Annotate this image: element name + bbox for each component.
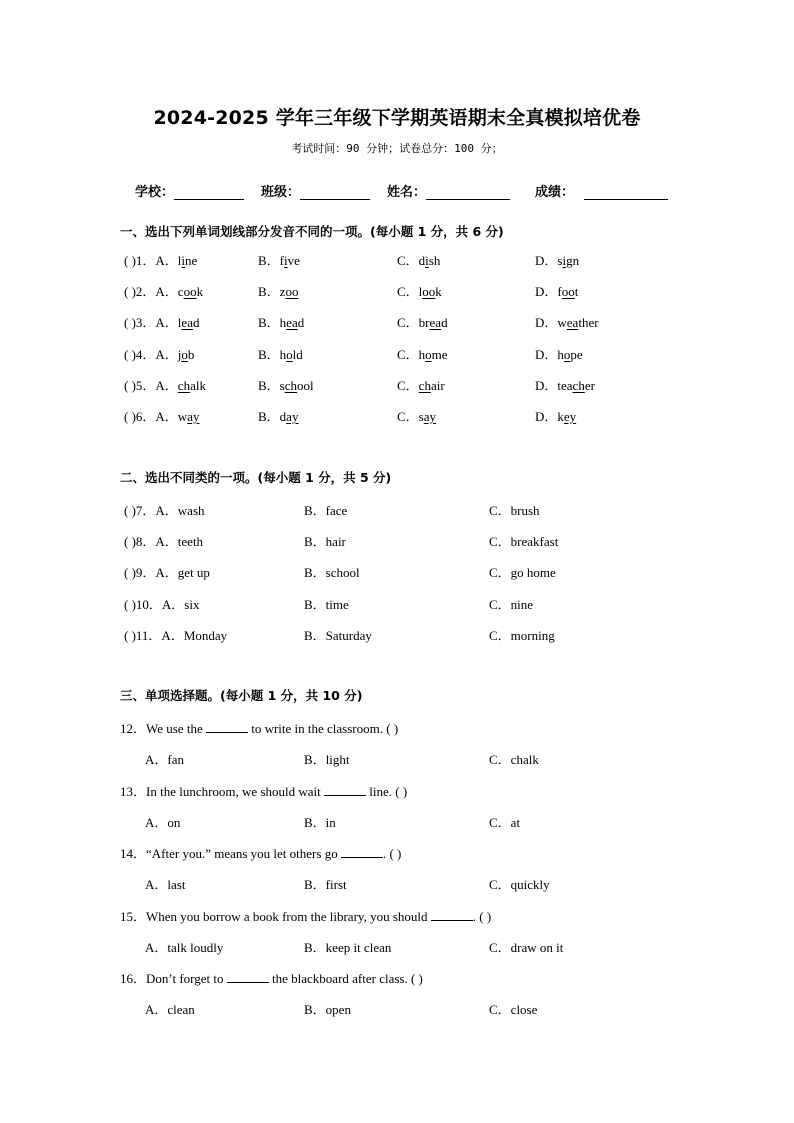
word-part: j: [177, 346, 182, 362]
option-label: C．: [489, 503, 511, 518]
question-number: ( )6．A．: [124, 409, 178, 424]
option-label: B．: [258, 284, 280, 300]
answer-blank[interactable]: [324, 783, 366, 796]
option-b[interactable]: [258, 344, 303, 363]
option-word: [419, 253, 441, 268]
option-word: teeth: [177, 534, 204, 550]
question-row: [124, 562, 684, 580]
option-c[interactable]: [489, 500, 540, 519]
option-label: D．: [535, 253, 558, 268]
option-c[interactable]: C．at: [489, 814, 521, 830]
school-label: 学校：: [135, 185, 175, 200]
question-text: line. ( ): [366, 783, 408, 799]
word-part: alk: [190, 377, 206, 393]
word-part: sh: [428, 253, 441, 268]
word-part: er: [584, 377, 595, 393]
option-b[interactable]: [304, 531, 346, 550]
question-stem: [120, 906, 491, 925]
option-word: [419, 378, 445, 393]
section3-heading: 三、单项选择题。(每小题 1 分，共 10 分): [120, 688, 363, 703]
option-word: go home: [510, 565, 556, 581]
option-a[interactable]: [124, 531, 203, 550]
question-stem: [120, 843, 401, 862]
option-d[interactable]: [535, 406, 576, 425]
page-title: 2024-2025 学年三年级下学期英语期末全真模拟培优卷: [153, 107, 641, 129]
underlined-part: oo: [285, 284, 299, 300]
option-label: B．: [258, 377, 280, 393]
option-b[interactable]: B．light: [304, 752, 350, 767]
option-a[interactable]: [124, 344, 194, 363]
option-word: [280, 284, 299, 299]
option-b[interactable]: [258, 312, 304, 331]
option-word: [178, 378, 206, 393]
word-part: l: [418, 284, 423, 300]
option-d[interactable]: [535, 375, 595, 394]
question-row: [124, 500, 684, 518]
option-label: C．: [397, 409, 419, 424]
question-number: ( )3．A．: [124, 315, 178, 331]
word-part: h: [279, 346, 287, 362]
option-a[interactable]: [124, 562, 210, 581]
option-label: B．: [304, 565, 326, 581]
word-part: d: [418, 253, 426, 268]
word-part: ld: [292, 346, 303, 362]
option-b[interactable]: [258, 281, 298, 300]
option-label: B．: [304, 503, 326, 518]
option-label: C．: [397, 284, 419, 300]
option-word: wash: [177, 503, 205, 518]
option-label: C．: [397, 315, 419, 331]
option-c[interactable]: C．chalk: [489, 752, 539, 767]
option-word: [178, 253, 198, 268]
option-word: [557, 315, 598, 330]
option-label: C．: [489, 534, 511, 550]
option-b[interactable]: B．open: [304, 1002, 351, 1018]
option-b[interactable]: [258, 375, 314, 394]
question-number: ( )8．A．: [124, 534, 178, 550]
option-a[interactable]: [124, 250, 197, 269]
question-stem: [120, 968, 423, 987]
question-text: 15．When you borrow a book from the library, you should: [120, 908, 431, 924]
option-word: morning: [510, 627, 555, 643]
option-label: C．: [397, 253, 419, 268]
option-word: [419, 347, 448, 362]
option-d[interactable]: [535, 281, 578, 300]
option-c[interactable]: [397, 312, 448, 331]
word-part: b: [187, 346, 195, 362]
question-number: ( )2．A．: [124, 284, 178, 300]
option-word: [557, 253, 579, 268]
word-part: k: [435, 284, 442, 300]
class-field[interactable]: [261, 181, 370, 200]
option-word: get up: [177, 565, 210, 581]
option-word: [557, 284, 578, 299]
underlined-part: ch: [284, 377, 298, 393]
question-stem: [120, 718, 398, 737]
question-row: [124, 344, 684, 362]
option-word: [419, 284, 442, 299]
word-part: s: [279, 377, 285, 393]
word-part: k: [557, 409, 564, 424]
word-part: ther: [578, 315, 599, 331]
underlined-part: i: [181, 253, 186, 268]
option-word: [280, 347, 303, 362]
underlined-part: ch: [177, 377, 191, 393]
question-row: [124, 594, 684, 612]
underlined-part: oo: [561, 284, 575, 300]
option-a[interactable]: [124, 594, 199, 613]
option-label: C．: [397, 377, 419, 393]
option-label: B．: [258, 346, 280, 362]
option-label: B．: [304, 627, 326, 643]
underlined-part: o: [181, 346, 188, 362]
question-number: ( )4．A．: [124, 346, 178, 362]
option-c[interactable]: [397, 406, 436, 425]
answer-blank[interactable]: [431, 908, 473, 921]
word-part: tea: [557, 377, 573, 393]
underlined-part: ea: [429, 315, 442, 331]
word-part: c: [177, 284, 184, 300]
word-part: z: [279, 284, 286, 300]
option-label: D．: [535, 284, 558, 300]
option-a[interactable]: [124, 500, 205, 519]
question-row: [124, 406, 684, 424]
underlined-part: oo: [183, 284, 197, 300]
underlined-part: i: [425, 253, 429, 268]
option-a[interactable]: [124, 375, 206, 394]
option-label: B．: [304, 534, 326, 550]
option-c[interactable]: [489, 625, 555, 644]
option-b[interactable]: [304, 594, 349, 613]
section2-heading: 二、选出不同类的一项。(每小题 1 分，共 5 分): [120, 470, 392, 485]
question-text: 16．Don’t forget to: [120, 971, 227, 987]
word-part: l: [177, 253, 182, 268]
name-blank[interactable]: [426, 185, 510, 200]
option-a[interactable]: [124, 312, 199, 331]
option-c[interactable]: [397, 281, 442, 300]
word-part: f: [279, 253, 285, 268]
class-label: 班级：: [261, 185, 301, 200]
underlined-part: ea: [566, 315, 579, 331]
option-b[interactable]: [304, 500, 347, 519]
option-label: C．: [489, 565, 511, 581]
answer-blank[interactable]: [341, 845, 383, 858]
underlined-part: ea: [181, 315, 193, 331]
option-label: D．: [535, 346, 558, 362]
word-part: s: [557, 253, 563, 268]
option-word: [280, 315, 305, 330]
option-word: [280, 253, 300, 268]
option-word: [419, 409, 436, 424]
option-word: [178, 315, 200, 330]
option-c[interactable]: [489, 594, 533, 613]
word-part: pe: [570, 346, 583, 362]
options-row: [145, 812, 685, 830]
question-text: . ( ): [472, 908, 492, 924]
option-a[interactable]: A．fan: [145, 752, 184, 767]
question-row: [124, 250, 684, 268]
underlined-part: ch: [418, 377, 431, 393]
option-a[interactable]: [124, 406, 199, 425]
word-part: d: [441, 315, 448, 331]
question-number: ( )10．A．: [124, 596, 185, 612]
option-word: [557, 347, 582, 362]
option-word: [280, 378, 314, 393]
underlined-part: i: [562, 253, 567, 268]
underlined-part: ay: [187, 409, 200, 424]
option-d[interactable]: [535, 344, 583, 363]
word-part: gn: [566, 253, 580, 268]
school-blank[interactable]: [174, 185, 244, 200]
option-b[interactable]: [304, 562, 360, 581]
option-word: Saturday: [325, 627, 372, 643]
option-a[interactable]: [124, 625, 227, 644]
option-label: B．: [304, 596, 326, 612]
word-part: ne: [185, 253, 198, 268]
answer-blank[interactable]: [206, 720, 248, 733]
underlined-part: ea: [286, 315, 298, 331]
question-text: to write in the classroom. ( ): [247, 721, 399, 736]
option-word: [280, 409, 299, 424]
option-a[interactable]: [124, 281, 203, 300]
option-c[interactable]: [489, 531, 558, 550]
word-part: h: [279, 315, 287, 331]
question-number: ( )1．A．: [124, 253, 178, 268]
question-text: . ( ): [382, 846, 402, 862]
word-part: h: [418, 346, 426, 362]
option-b[interactable]: B．in: [304, 814, 336, 830]
word-part: air: [430, 377, 445, 393]
option-word: school: [325, 565, 360, 581]
word-part: br: [418, 315, 430, 331]
option-label: C．: [397, 346, 419, 362]
score-blank[interactable]: [584, 185, 668, 200]
option-c[interactable]: C．quickly: [489, 877, 550, 893]
option-label: B．: [258, 253, 280, 268]
question-row: [124, 531, 684, 549]
underlined-part: o: [425, 346, 432, 362]
option-word: [178, 284, 203, 299]
option-d[interactable]: [535, 250, 579, 269]
section1-heading: 一、选出下列单词划线部分发音不同的一项。(每小题 1 分，共 6 分): [120, 224, 504, 239]
option-c[interactable]: [397, 344, 448, 363]
option-word: hair: [325, 534, 346, 550]
option-word: [557, 378, 595, 393]
option-word: six: [184, 596, 200, 612]
option-label: C．: [489, 596, 511, 612]
option-c[interactable]: [397, 375, 445, 394]
underlined-part: ey: [563, 409, 577, 424]
word-part: w: [557, 315, 567, 331]
word-part: d: [192, 315, 200, 331]
option-b[interactable]: [258, 406, 298, 425]
question-row: [124, 281, 684, 299]
word-part: k: [196, 284, 204, 300]
option-word: brush: [510, 503, 540, 518]
underlined-part: ay: [423, 409, 437, 424]
option-label: C．: [489, 627, 511, 643]
word-part: f: [557, 284, 562, 300]
question-number: ( )9．A．: [124, 565, 178, 581]
option-c[interactable]: C．draw on it: [489, 939, 564, 955]
exam-subtitle: 考试时间：90 分钟；试卷总分：100 分；: [291, 142, 503, 155]
word-part: ve: [287, 253, 300, 268]
option-label: D．: [535, 377, 558, 393]
word-part: ool: [297, 377, 314, 393]
word-part: s: [418, 409, 424, 424]
question-number: ( )5．A．: [124, 377, 178, 393]
option-b[interactable]: B．first: [304, 877, 347, 893]
question-row: [124, 375, 684, 393]
option-word: Monday: [183, 627, 228, 643]
word-part: w: [177, 409, 188, 424]
underlined-part: ch: [572, 377, 585, 393]
option-a[interactable]: A．last: [145, 877, 186, 893]
word-part: me: [431, 346, 448, 362]
option-label: D．: [535, 409, 558, 424]
option-label: D．: [535, 315, 558, 331]
word-part: d: [279, 409, 287, 424]
option-word: breakfast: [510, 534, 559, 550]
question-text: the blackboard after class. ( ): [268, 971, 423, 987]
question-text: 12．We use the: [120, 721, 206, 736]
option-c[interactable]: C．close: [489, 1002, 538, 1018]
option-label: B．: [258, 409, 280, 424]
options-row: [145, 749, 685, 767]
question-number: ( )7．A．: [124, 503, 178, 518]
underlined-part: ay: [286, 409, 299, 424]
question-text: 13．In the lunchroom, we should wait: [120, 783, 324, 799]
option-word: [178, 347, 195, 362]
option-d[interactable]: [535, 312, 599, 331]
student-info-row: [135, 181, 695, 203]
option-word: time: [325, 596, 349, 612]
underlined-part: o: [286, 346, 293, 362]
option-c[interactable]: [489, 562, 556, 581]
option-c[interactable]: [397, 250, 440, 269]
option-word: [419, 315, 448, 330]
option-a[interactable]: A．clean: [145, 1002, 195, 1018]
answer-blank[interactable]: [227, 970, 269, 983]
option-word: [557, 409, 576, 424]
option-b[interactable]: [258, 250, 300, 269]
underlined-part: o: [563, 346, 571, 362]
option-b[interactable]: B．keep it clean: [304, 939, 392, 955]
question-row: [124, 625, 684, 643]
word-part: l: [177, 315, 182, 331]
option-word: face: [325, 503, 348, 518]
word-part: t: [574, 284, 579, 300]
option-a[interactable]: A．on: [145, 814, 181, 830]
options-row: [145, 874, 685, 892]
option-a[interactable]: A．talk loudly: [145, 939, 224, 955]
score-field[interactable]: [535, 181, 668, 200]
underlined-part: i: [284, 253, 288, 268]
option-label: B．: [258, 315, 280, 331]
options-row: [145, 937, 685, 955]
underlined-part: oo: [422, 284, 436, 300]
name-field[interactable]: [387, 181, 510, 200]
question-row: [124, 312, 684, 330]
question-text: 14．“After you.” means you let others go: [120, 846, 341, 862]
school-field[interactable]: [135, 181, 244, 200]
question-number: ( )11．A．: [124, 627, 184, 643]
option-b[interactable]: [304, 625, 372, 644]
class-blank[interactable]: [300, 185, 370, 200]
option-word: nine: [510, 596, 534, 612]
word-part: d: [297, 315, 305, 331]
question-stem: [120, 781, 407, 800]
name-label: 姓名：: [387, 185, 427, 200]
word-part: h: [557, 346, 564, 362]
option-word: [178, 409, 200, 424]
score-label: 成绩：: [535, 185, 575, 200]
options-row: [145, 999, 685, 1017]
